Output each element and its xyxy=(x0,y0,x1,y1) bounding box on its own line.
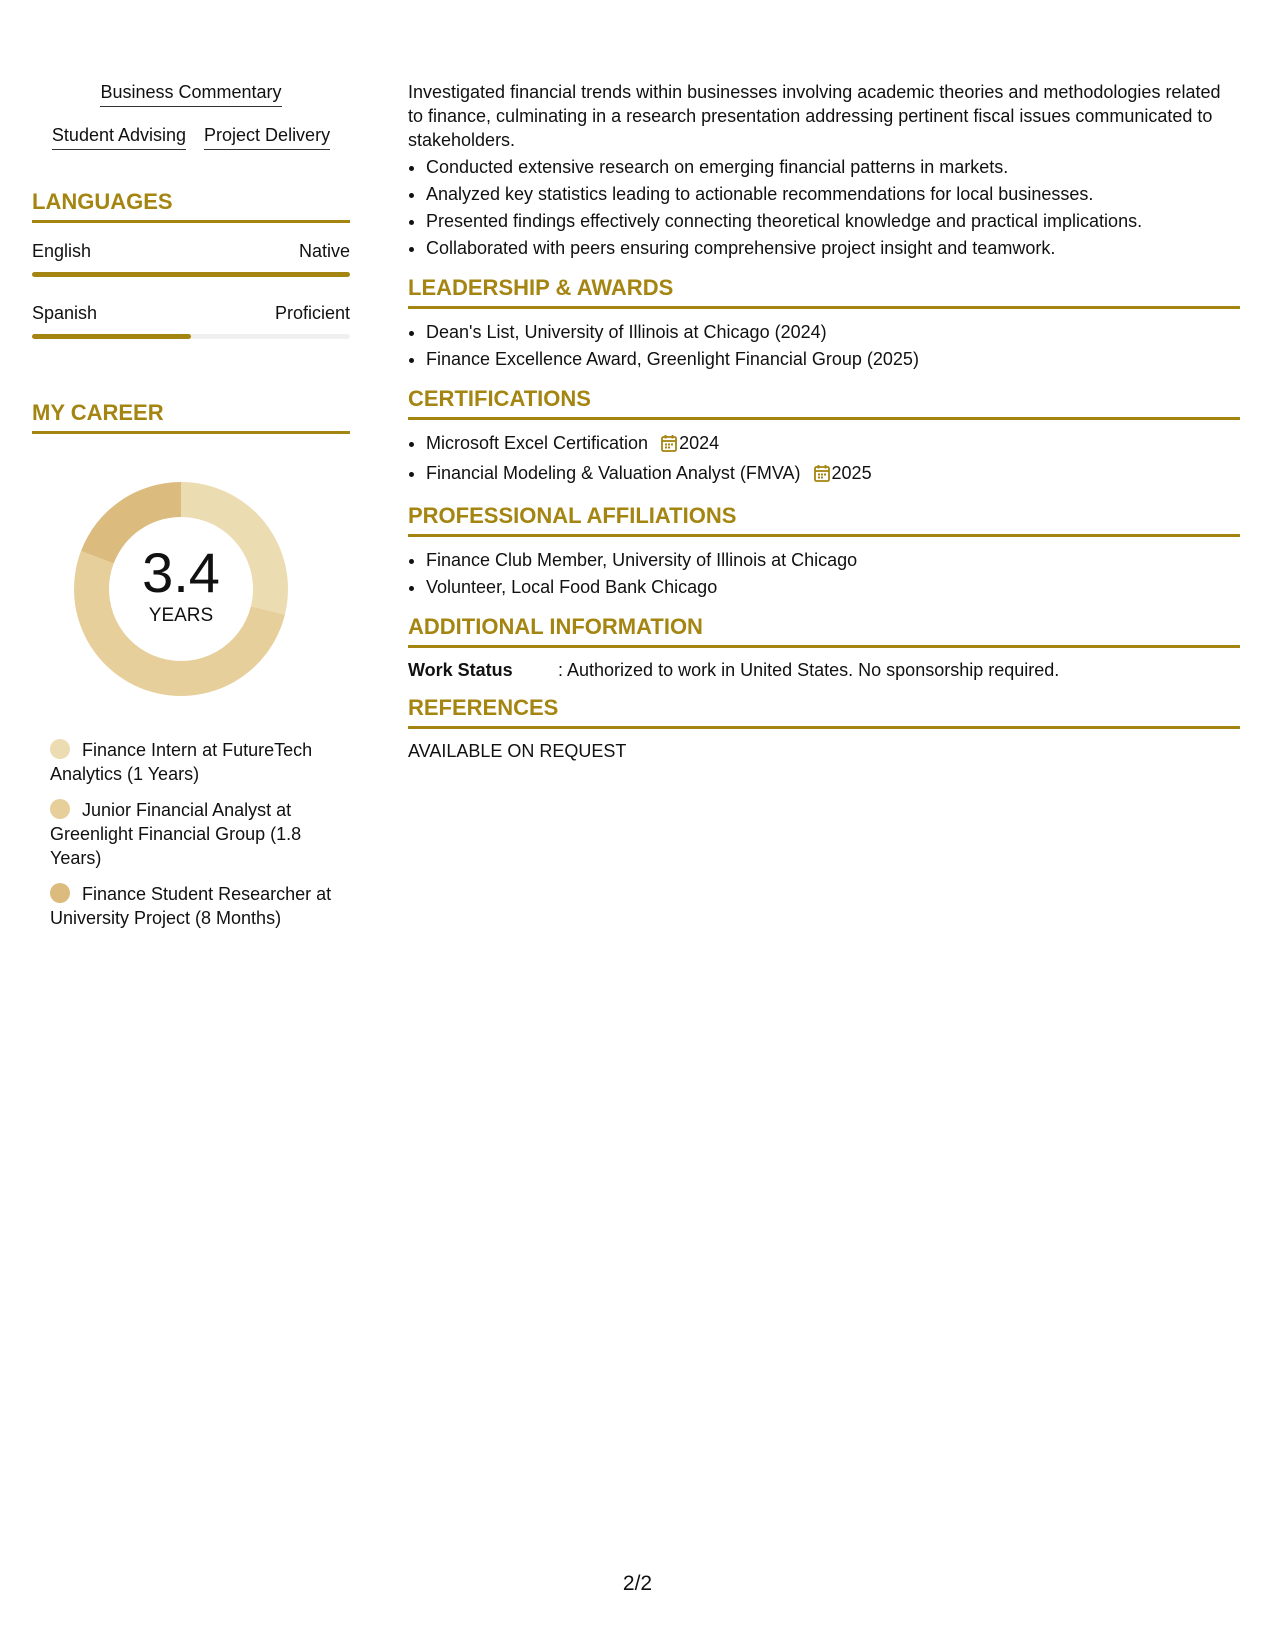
calendar-icon xyxy=(661,433,677,460)
certifications-title: CERTIFICATIONS xyxy=(408,385,1240,420)
certification-year: 2025 xyxy=(831,463,872,483)
skill-row-2 xyxy=(32,123,350,150)
language-name: Spanish xyxy=(32,303,98,323)
donut-center xyxy=(66,474,296,704)
research-bullets xyxy=(408,154,1240,262)
legend-dot xyxy=(50,739,70,759)
language-bar-track xyxy=(32,272,350,277)
certification-year: 2024 xyxy=(679,433,720,453)
certifications-list xyxy=(408,430,1240,490)
language-item-spanish xyxy=(32,303,350,339)
legend-label: Finance Student Researcher at University Project (8 Months) xyxy=(50,884,332,928)
work-status-label: Work Status xyxy=(408,660,513,680)
research-summary: Investigated financial trends within businesses involving academic theories and methodologies related to finance, culminating in a research presentation addressing pertinent fiscal issues communicated to stakeholders. xyxy=(408,82,1221,150)
language-bar-fill xyxy=(32,334,191,339)
references-text: AVAILABLE ON REQUEST xyxy=(408,741,627,761)
language-bar-fill xyxy=(32,272,350,277)
language-level: Native xyxy=(298,241,350,261)
certification-name: Financial Modeling & Valuation Analyst (FMVA) xyxy=(426,463,801,483)
career-donut-chart xyxy=(66,474,296,704)
right-column xyxy=(408,80,1240,763)
list-item xyxy=(426,460,1240,490)
language-item-english xyxy=(32,241,350,277)
career-unit: YEARS xyxy=(148,605,214,626)
skills-tags xyxy=(32,80,350,150)
languages-title: LANGUAGES xyxy=(32,188,350,223)
skill-tag: Business Commentary xyxy=(100,80,281,107)
affiliations-list xyxy=(408,547,1240,601)
language-level: Proficient xyxy=(274,303,350,323)
legend-item xyxy=(50,738,350,786)
list-item: • Volunteer, Local Food Bank Chicago xyxy=(426,574,1240,601)
skill-tag: Project Delivery xyxy=(204,123,330,150)
leadership-title: LEADERSHIP & AWARDS xyxy=(408,274,1240,309)
list-item xyxy=(426,430,1240,460)
language-bar-track xyxy=(32,334,350,339)
additional-info-title: ADDITIONAL INFORMATION xyxy=(408,613,1240,648)
legend-dot xyxy=(50,799,70,819)
certification-name: Microsoft Excel Certification xyxy=(426,433,649,453)
career-legend xyxy=(50,738,350,930)
legend-item xyxy=(50,882,350,930)
legend-label: Junior Financial Analyst at Greenlight Financial Group (1.8 Years) xyxy=(50,800,302,868)
legend-dot xyxy=(50,883,70,903)
legend-item xyxy=(50,798,350,870)
skill-row-1 xyxy=(32,80,350,107)
list-item: • Conducted extensive research on emerging financial patterns in markets. xyxy=(426,154,1240,181)
work-status xyxy=(408,658,1240,682)
left-column xyxy=(32,80,350,942)
list-item: • Collaborated with peers ensuring comprehensive project insight and teamwork. xyxy=(426,235,1240,262)
list-item: • Dean's List, University of Illinois at Chicago (2024) xyxy=(426,319,1240,346)
calendar-icon xyxy=(814,463,830,490)
legend-label: Finance Intern at FutureTech Analytics (1 Years) xyxy=(50,740,313,784)
list-item: • Presented findings effectively connecting theoretical knowledge and practical implications. xyxy=(426,208,1240,235)
list-item: • Finance Excellence Award, Greenlight Financial Group (2025) xyxy=(426,346,1240,373)
work-status-value: : Authorized to work in United States. No sponsorship required. xyxy=(558,660,1060,680)
page-number: 2/2 xyxy=(622,1572,653,1595)
references-title: REFERENCES xyxy=(408,694,1240,729)
list-item: • Finance Club Member, University of Illinois at Chicago xyxy=(426,547,1240,574)
leadership-list xyxy=(408,319,1240,373)
language-name: English xyxy=(32,241,92,261)
list-item: • Analyzed key statistics leading to actionable recommendations for local businesses. xyxy=(426,181,1240,208)
career-total: 3.4 xyxy=(142,541,220,604)
affiliations-title: PROFESSIONAL AFFILIATIONS xyxy=(408,502,1240,537)
skill-tag: Student Advising xyxy=(52,123,186,150)
career-title: MY CAREER xyxy=(32,399,350,434)
